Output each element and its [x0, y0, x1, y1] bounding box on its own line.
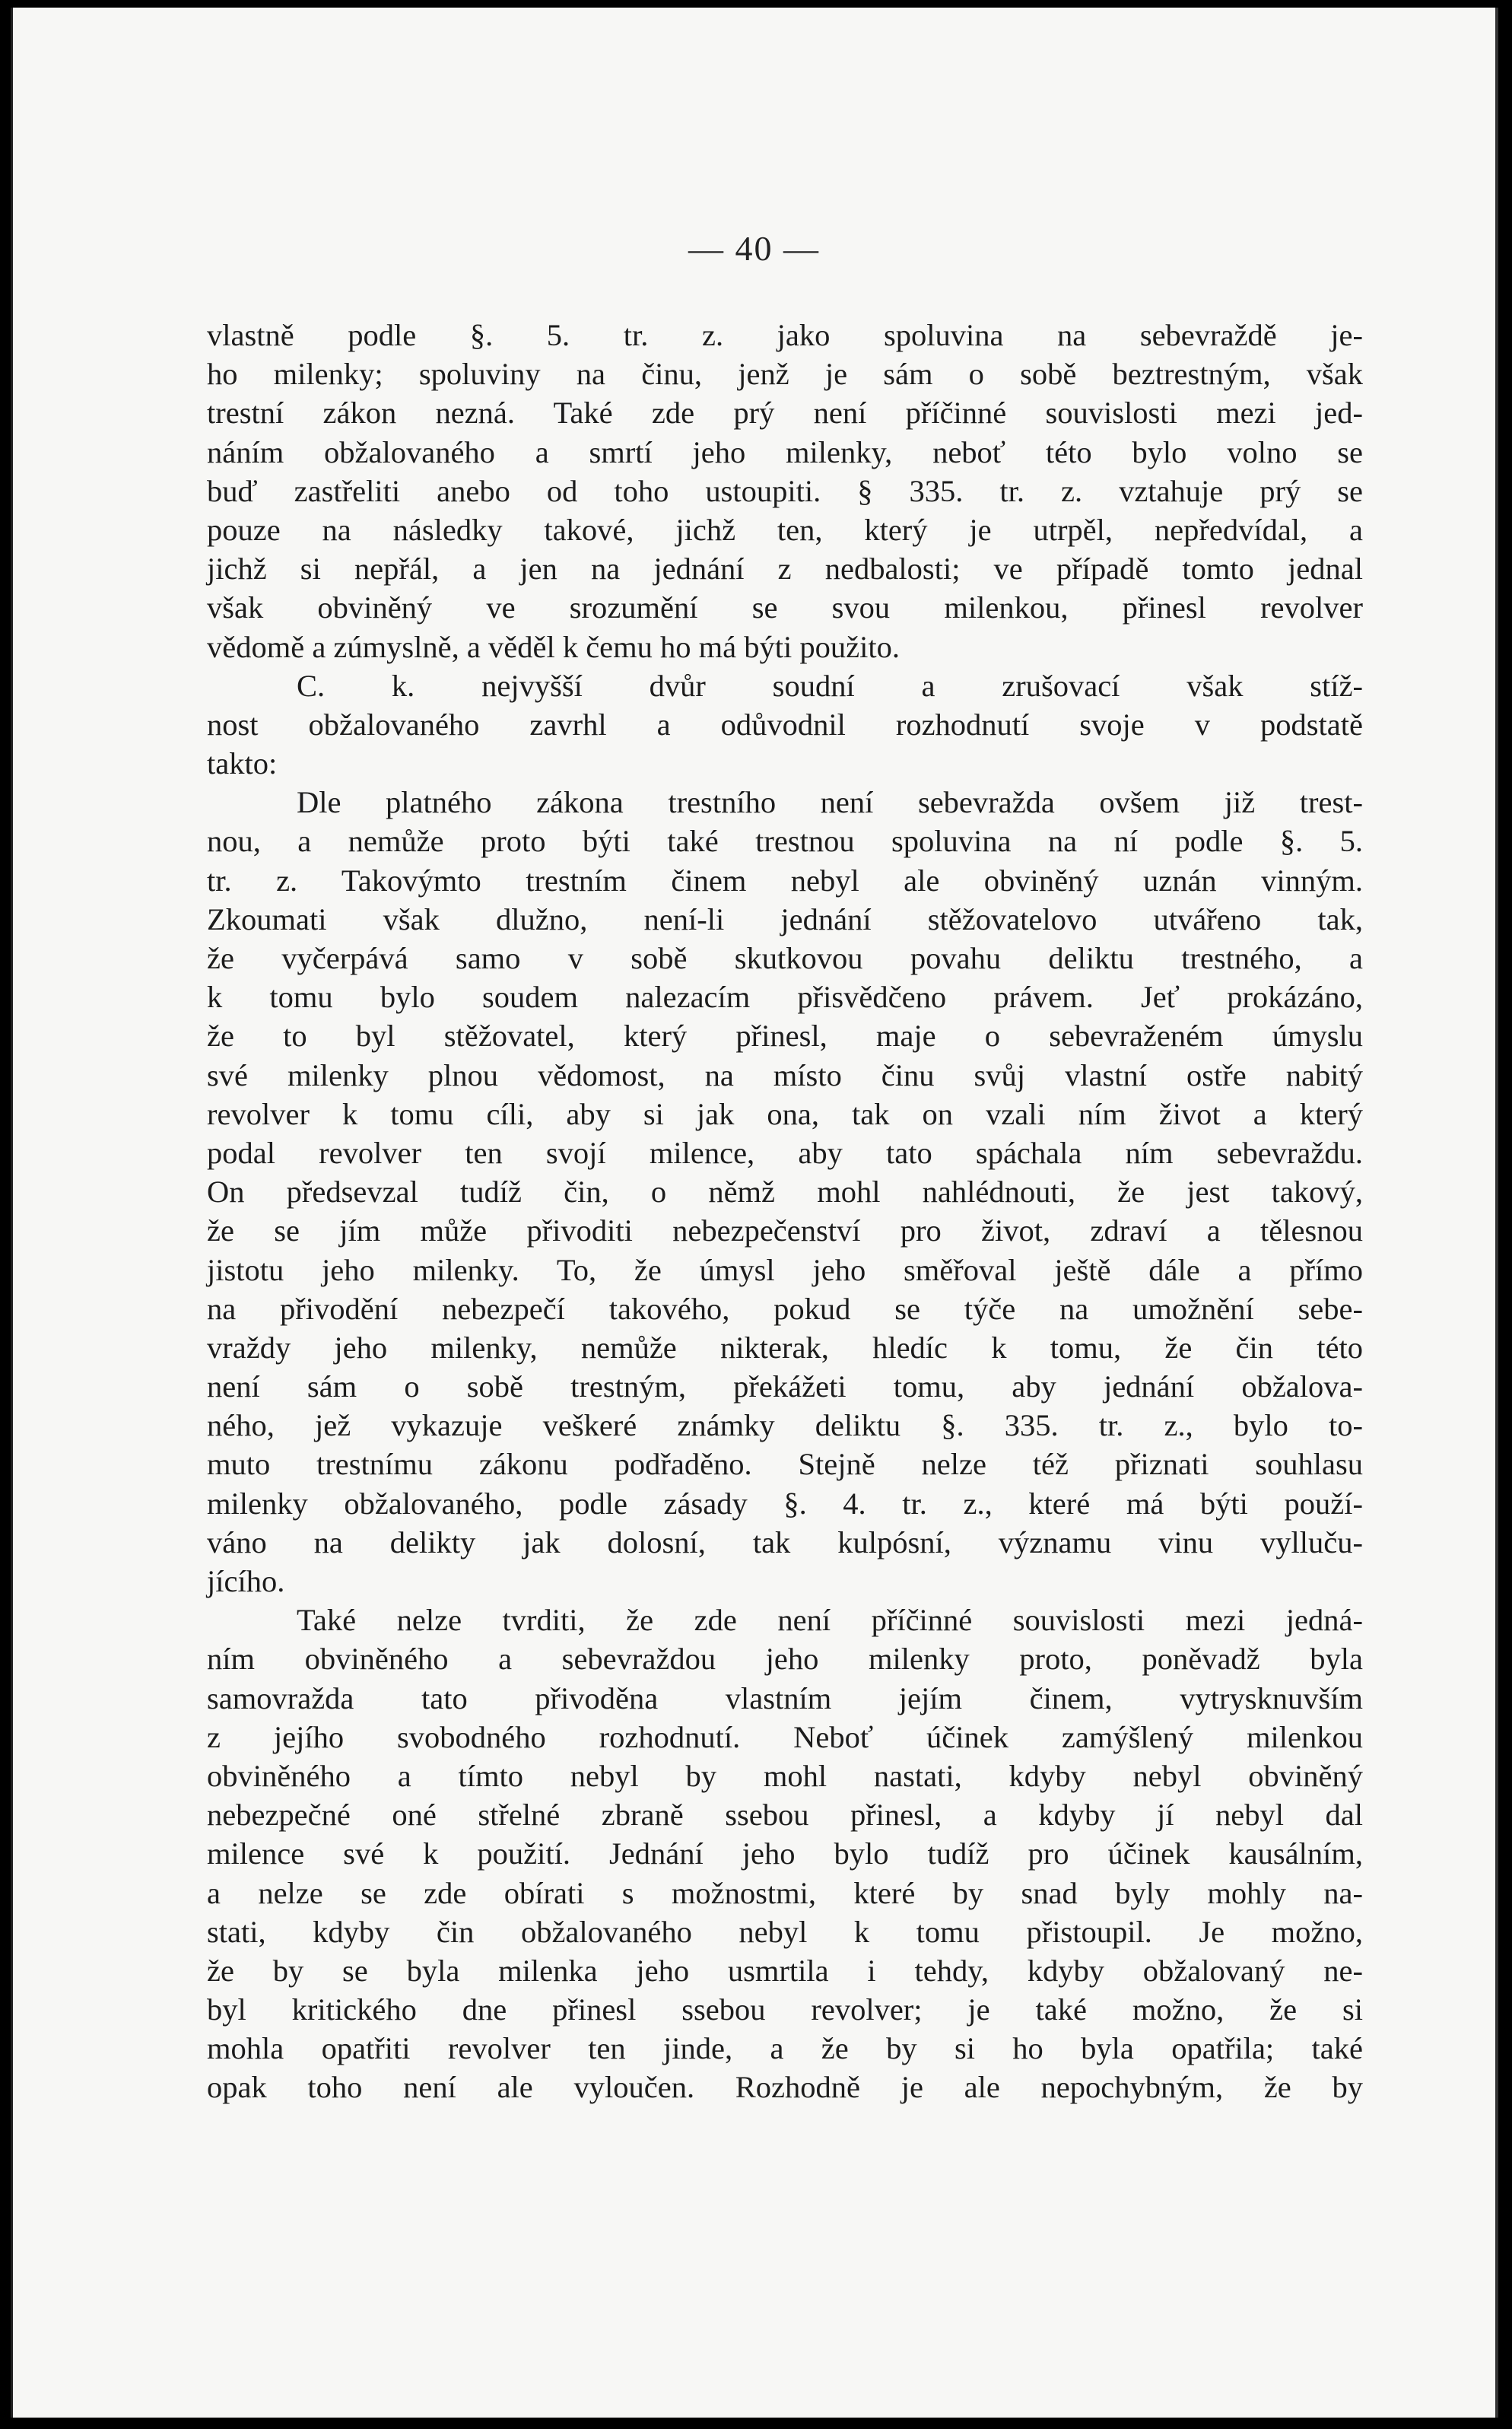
text-line: jistotu jeho milenky. To, že úmysl jeho směřoval ještě dále a přímo: [207, 1252, 1363, 1287]
text-line: C. k. nejvyšší dvůr soudní a zrušovací však stíž-: [297, 668, 1363, 703]
book-page: [11, 8, 1498, 2418]
text-line: stati, kdyby čin obžalovaného nebyl k tomu přistoupil. Je možno,: [207, 1914, 1363, 1949]
text-line: však obviněný ve srozumění se svou milenkou, přinesl revolver: [207, 590, 1363, 625]
text-line: nebezpečné oné střelné zbraně ssebou přinesl, a kdyby jí nebyl dal: [207, 1798, 1363, 1833]
paragraph: [207, 666, 1363, 784]
text-line: buď zastřeliti anebo od toho ustoupiti. § 335. tr. z. vztahuje prý se: [207, 473, 1363, 508]
text-line: nost obžalovaného zavrhl a odůvodnil rozhodnutí svoje v podstatě: [207, 707, 1363, 742]
text-line: Zkoumati však dlužno, není-li jednání stěžovatelovo utvářeno tak,: [207, 901, 1363, 936]
text-line: není sám o sobě trestným, překážeti tomu, aby jednání obžalova-: [207, 1369, 1363, 1404]
text-line: podal revolver ten svojí milence, aby tato spáchala ním sebevraždu.: [207, 1135, 1363, 1170]
text-line: vraždy jeho milenky, nemůže nikterak, hledíc k tomu, že čin této: [207, 1330, 1363, 1365]
text-line: že by se byla milenka jeho usmrtila i tehdy, kdyby obžalovaný ne-: [207, 1953, 1363, 1988]
text-line: takto:: [207, 746, 278, 781]
text-line: z jejího svobodného rozhodnutí. Neboť účinek zamýšlený milenkou: [207, 1719, 1363, 1754]
text-line: že se jím může přivoditi nebezpečenství pro život, zdraví a tělesnou: [207, 1213, 1363, 1248]
text-line: ného, jež vykazuje veškeré známky deliktu §. 335. tr. z., bylo to-: [207, 1408, 1363, 1443]
text-line: milence své k použití. Jednání jeho bylo tudíž pro účinek kausálním,: [207, 1836, 1363, 1871]
text-line: milenky obžalovaného, podle zásady §. 4. tr. z., které má býti použí-: [207, 1486, 1363, 1521]
paragraph: [207, 1601, 1363, 2106]
text-line: mohla opatřiti revolver ten jinde, a že by si ho byla opatřila; také: [207, 2031, 1363, 2066]
body-text: [207, 316, 1363, 2107]
text-line: tr. z. Takovýmto trestním činem nebyl ale obviněný uznán vinným.: [207, 863, 1363, 898]
text-line: revolver k tomu cíli, aby si jak ona, tak on vzali ním život a který: [207, 1096, 1363, 1131]
text-line: vědomě a zúmyslně, a věděl k čemu ho má býti použito.: [207, 629, 900, 664]
text-line: vlastně podle §. 5. tr. z. jako spoluvina na sebevraždě je-: [207, 318, 1363, 352]
text-line: že to byl stěžovatel, který přinesl, maje o sebevraženém úmyslu: [207, 1019, 1363, 1054]
text-line: že vyčerpává samo v sobě skutkovou povahu deliktu trestného, a: [207, 941, 1363, 975]
text-line: byl kritického dne přinesl ssebou revolver; je také možno, že si: [207, 1992, 1363, 2027]
text-line: opak toho není ale vyloučen. Rozhodně je ale nepochybným, že by: [207, 2070, 1363, 2105]
text-line: ho milenky; spoluviny na činu, jenž je sám o sobě beztrestným, však: [207, 357, 1363, 392]
text-line: k tomu bylo soudem nalezacím přisvědčeno právem. Jeť prokázáno,: [207, 980, 1363, 1015]
text-line: On předsevzal tudíž čin, o němž mohl nahlédnouti, že jest takový,: [207, 1175, 1363, 1210]
text-line: trestní zákon nezná. Také zde prý není příčinné souvislosti mezi jed-: [207, 396, 1363, 431]
paragraph: [207, 783, 1363, 1601]
text-line: samovražda tato přivoděna vlastním jejím činem, vytrysknuvším: [207, 1680, 1363, 1715]
text-line: váno na delikty jak dolosní, tak kulpósní, významu vinu vylluču-: [207, 1524, 1363, 1559]
text-line: jichž si nepřál, a jen na jednání z nedbalosti; ve případě tomto jednal: [207, 552, 1363, 587]
text-line: na přivodění nebezpečí takového, pokud se týče na umožnění sebe-: [207, 1291, 1363, 1326]
text-line: ním obviněného a sebevraždou jeho milenky proto, poněvadž byla: [207, 1642, 1363, 1677]
paragraph: [207, 316, 1363, 666]
text-line: své milenky plnou vědomost, na místo činu svůj vlastní ostře nabitý: [207, 1057, 1363, 1092]
text-line: obviněného a tímto nebyl by mohl nastati, kdyby nebyl obviněný: [207, 1758, 1363, 1793]
text-line: a nelze se zde obírati s možnostmi, které by snad byly mohly na-: [207, 1875, 1363, 1910]
text-line: náním obžalovaného a smrtí jeho milenky, neboť této bylo volno se: [207, 434, 1363, 469]
text-line: jícího.: [207, 1564, 285, 1598]
text-line: muto trestnímu zákonu podřaděno. Stejně nelze též přiznati souhlasu: [207, 1447, 1363, 1482]
text-line: pouze na následky takové, jichž ten, který je utrpěl, nepředvídal, a: [207, 512, 1363, 547]
page-number: — 40 —: [688, 229, 820, 268]
text-line: Také nelze tvrditi, že zde není příčinné souvislosti mezi jedná-: [297, 1603, 1363, 1638]
text-line: nou, a nemůže proto býti také trestnou spoluvina na ní podle §. 5.: [207, 824, 1363, 859]
text-line: Dle platného zákona trestního není sebevražda ovšem již trest-: [297, 785, 1363, 820]
